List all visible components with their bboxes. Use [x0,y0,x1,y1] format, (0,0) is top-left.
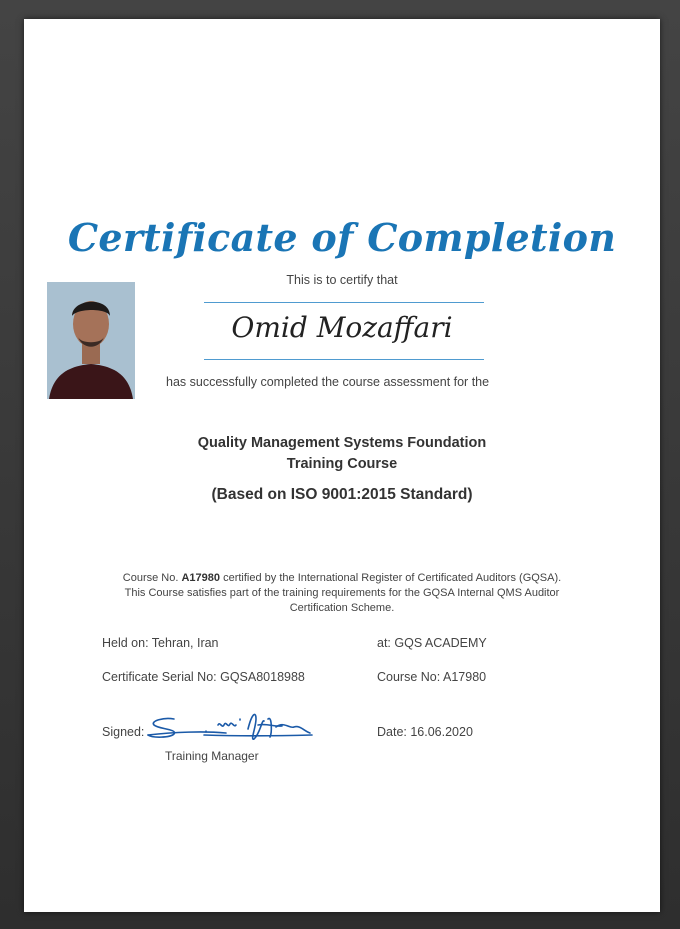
fine-line2: This Course satisfies part of the training requirements for the GQSA Internal QMS Auditor [124,587,560,599]
date-field: Date: 16.06.2020 [377,725,473,739]
certificate-title: Certificate of Completion [67,215,617,260]
fine-line3: Certification Scheme. [289,602,395,614]
signed-label: Signed: [102,725,145,739]
course-no-field: Course No: A17980 [377,670,487,684]
fine-course-no: A17980 [181,572,221,584]
fine-prefix: Course No. [122,572,179,584]
serial-field: Certificate Serial No: GQSA8018988 [102,670,305,684]
recipient-name: Omid Mozaffari [231,311,453,344]
accreditation-text [84,571,600,616]
completion-text: has successfully completed the course assessment for the [166,375,490,389]
fine-line1-rest: certified by the International Register of Certificated Auditors (GQSA). [223,572,562,584]
person-portrait-icon [47,282,135,399]
signer-title: Training Manager [165,749,259,763]
held-on-field: Held on: Tehran, Iran [102,636,219,650]
course-title-line1: Quality Management Systems Foundation [197,435,487,451]
course-title-line2: Training Course [286,456,398,472]
certificate-page [24,19,660,912]
name-top-rule [204,302,484,303]
name-bottom-rule [204,359,484,360]
academy-field: at: GQS ACADEMY [377,636,487,650]
signature-icon [144,709,314,754]
recipient-photo [47,282,135,399]
course-standard: (Based on ISO 9001:2015 Standard) [211,486,473,503]
intro-text: This is to certify that [286,273,398,287]
